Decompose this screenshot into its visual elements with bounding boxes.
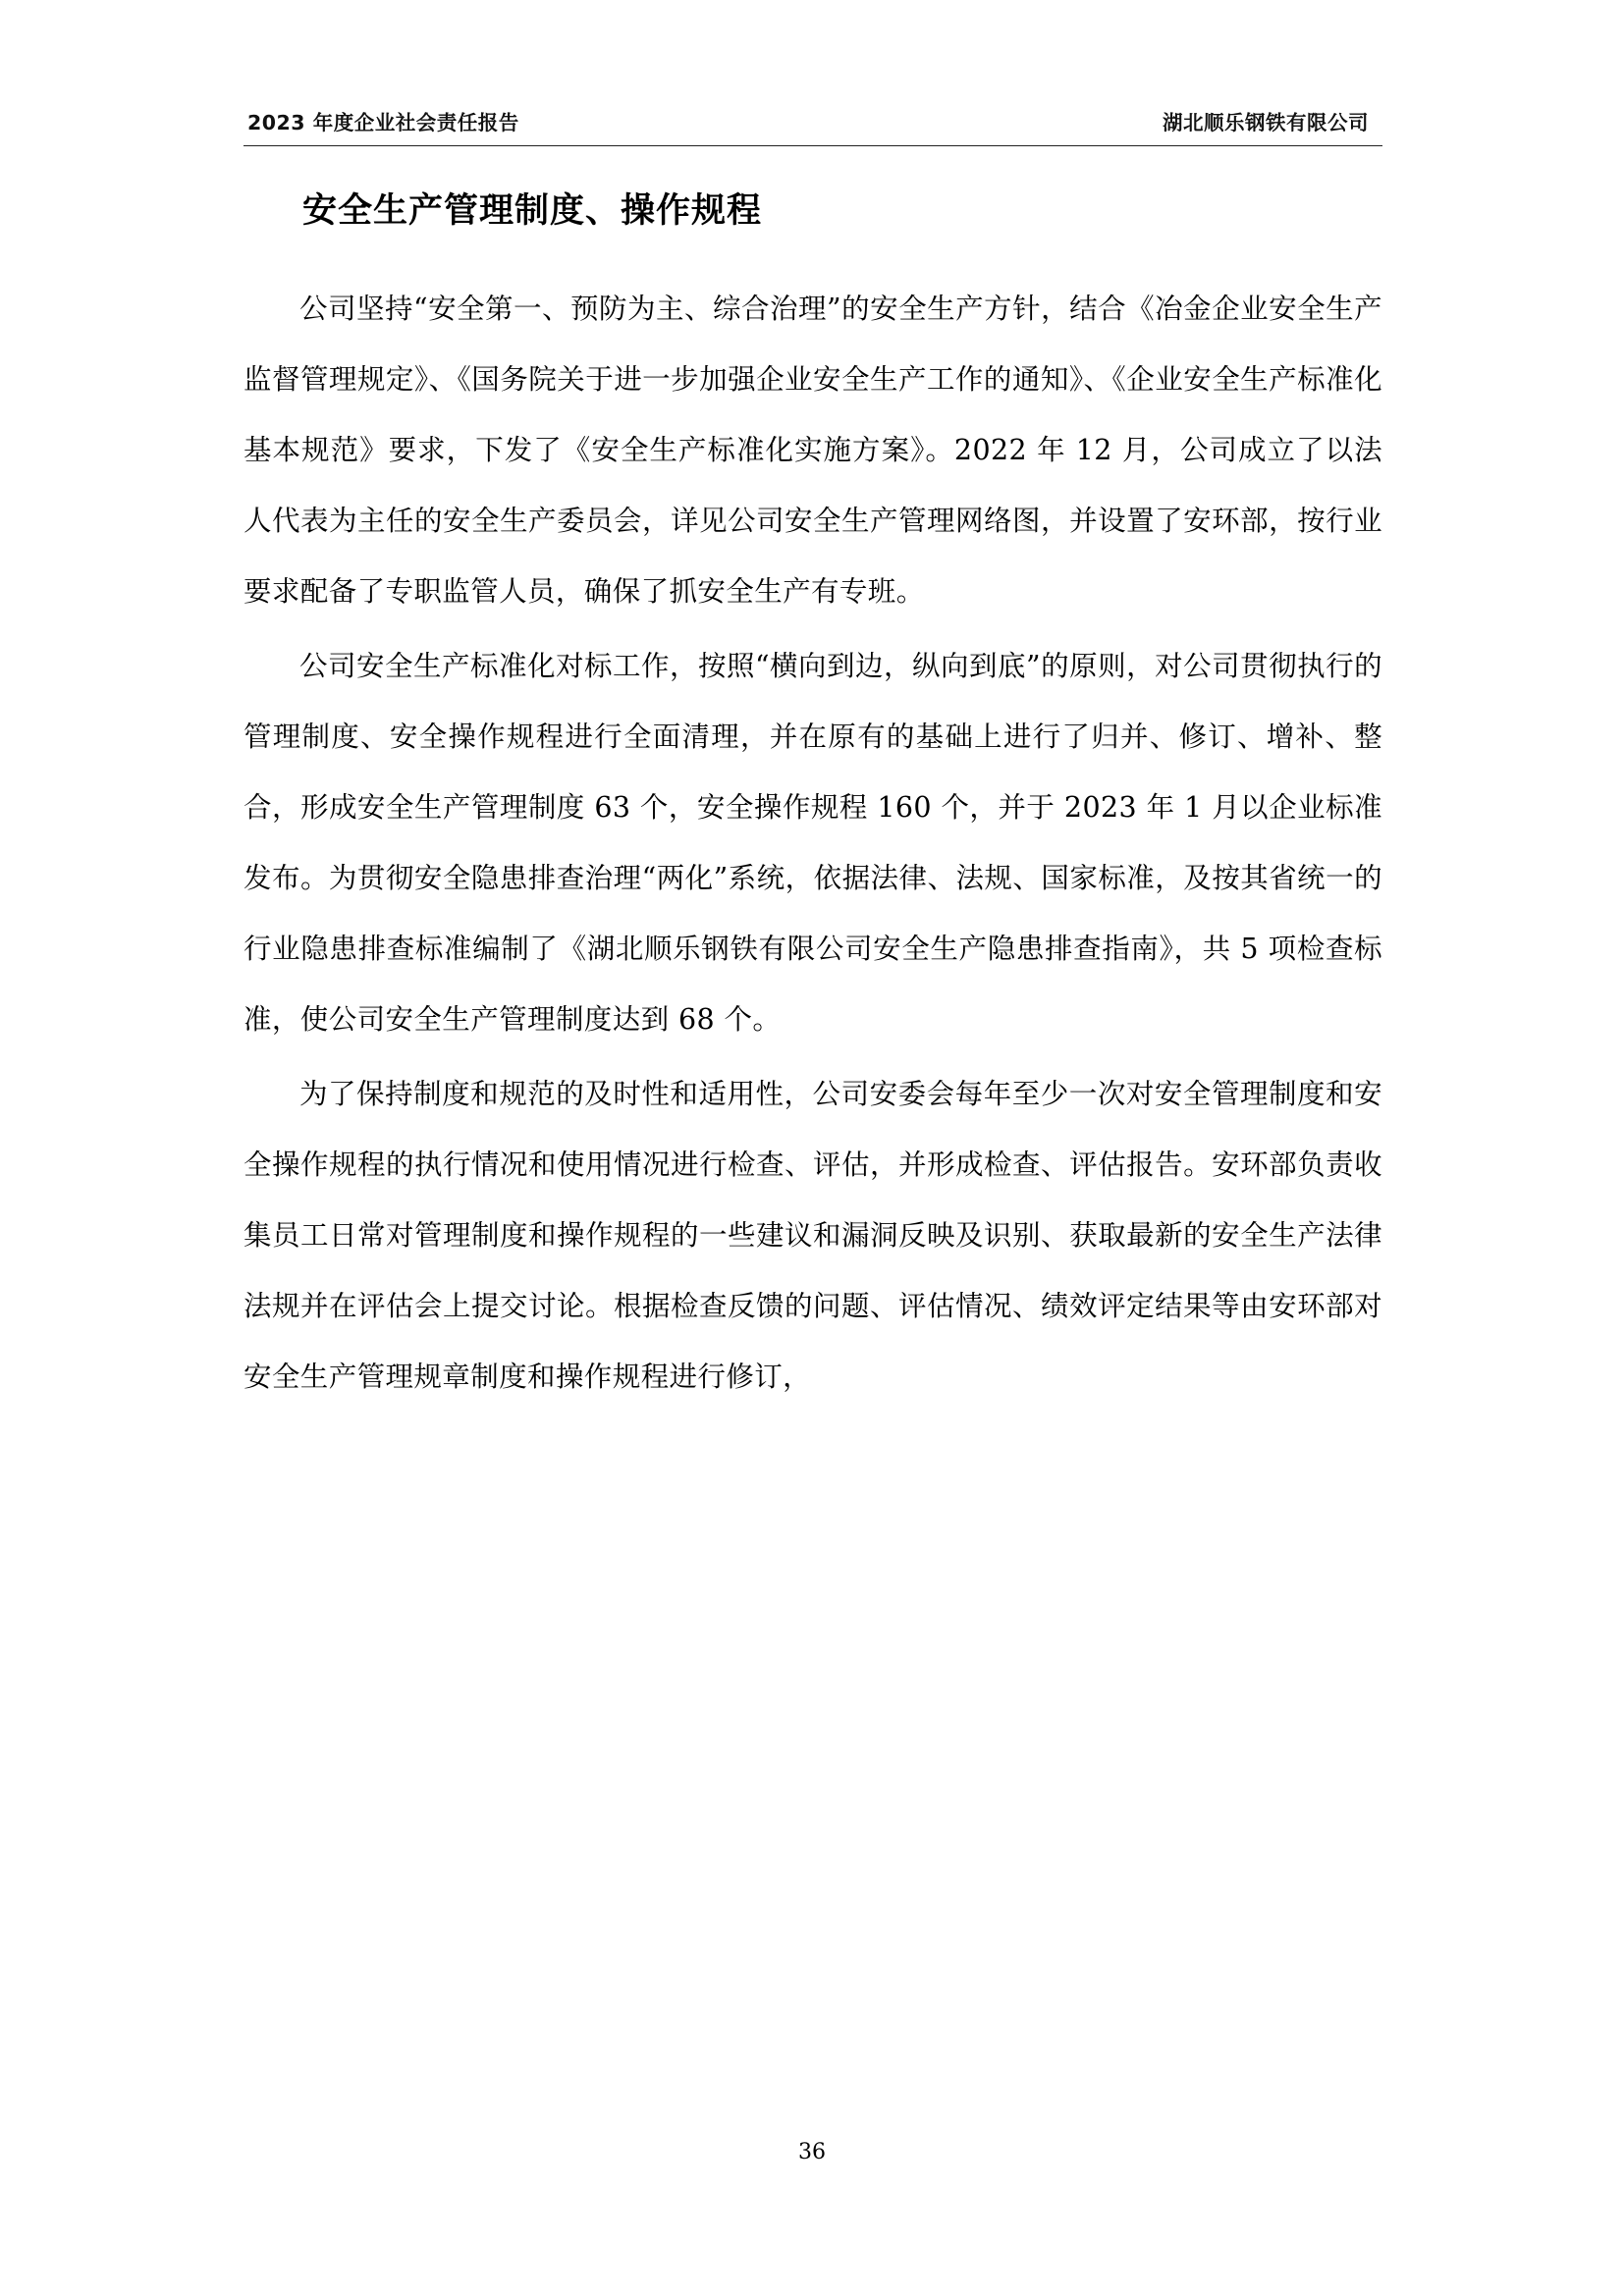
running-header — [244, 106, 1382, 145]
header-company-name: 湖北顺乐钢铁有限公司 — [1163, 111, 1369, 134]
body-paragraph-1: 公司坚持“安全第一、预防为主、综合治理”的安全生产方针，结合《冶金企业安全生产监督管理规定》、《国务院关于进一步加强企业安全生产工作的通知》、《企业安全生产标准化基本规范》要求，下发了《安全生产标准化实施方案》。2022 年 12 月，公司成立了以法人代表为主任的安全生产委员会，详见公司安全生产管理网络图，并设置了安环部，按行业要求配备了专职监管人员，确保了抓安全生产有专班。 — [244, 292, 1382, 608]
page-title: 安全生产管理制度、操作规程 — [302, 191, 763, 231]
body-paragraph-3: 为了保持制度和规范的及时性和适用性，公司安委会每年至少一次对安全管理制度和安全操作规程的执行情况和使用情况进行检查、评估，并形成检查、评估报告。安环部负责收集员工日常对管理制度和操作规程的一些建议和漏洞反映及识别、获取最新的安全生产法律法规并在评估会上提交讨论。根据检查反馈的问题、评估情况、绩效评定结果等由安环部对安全生产管理规章制度和操作规程进行修订， — [244, 1077, 1382, 1393]
header-report-title: 2023 年度企业社会责任报告 — [247, 111, 519, 134]
header-divider — [244, 145, 1382, 146]
body-paragraph-2: 公司安全生产标准化对标工作，按照“横向到边，纵向到底”的原则，对公司贯彻执行的管理制度、安全操作规程进行全面清理，并在原有的基础上进行了归并、修订、增补、整合，形成安全生产管理制度 63 个，安全操作规程 160 个，并于 2023 年 1 月以企业标准发布。为贯彻安全隐患排查治理“两化”系统，依据法律、法规、国家标准，及按其省统一的行业隐患排查标准编制了《湖北顺乐钢铁有限公司安全生产隐患排查指南》，共 5 项检查标准，使公司安全生产管理制度达到 68 个。 — [244, 649, 1382, 1036]
page-number: 36 — [798, 2140, 826, 2164]
page-content — [244, 106, 1382, 1416]
